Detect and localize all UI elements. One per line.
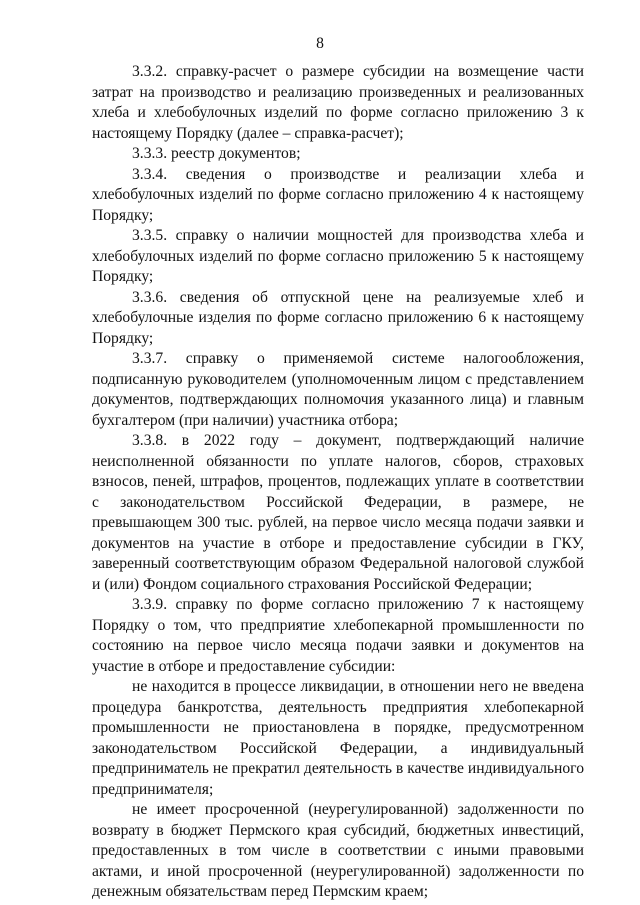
paragraph-3-3-2: 3.3.2. справку-расчет о размере субсидии на возмещение части затрат на производство и реализацию произведенных и реализованных хлеба и хлебобулочных изделий по форме согласно приложению 3 к настоящему Порядку (далее – справка-расчет);: [92, 63, 584, 142]
condition-no-overdue-debt: не имеет просроченной (неурегулированной) задолженности по возврату в бюджет Пермского края субсидий, бюджетных инвестиций, предоставленных в том числе в соответствии с иными правовыми актами, и иной просроченной (неурегулированной) задолженности по денежным обязательствам перед Пермским краем;: [92, 801, 584, 900]
paragraph-3-3-7: 3.3.7. справку о применяемой системе налогообложения, подписанную руководителем (уполномоченным лицом с представлением документов, подтверждающих полномочия указанного лица) и главным бухгалтером (при наличии) участника отбора;: [92, 350, 584, 429]
paragraph-3-3-9: 3.3.9. справку по форме согласно приложению 7 к настоящему Порядку о том, что предприятие хлебопекарной промышленности по состоянию на первое число месяца подачи заявки и документов на участие в отборе и предоставление субсидии:: [92, 596, 584, 675]
paragraph-3-3-4: 3.3.4. сведения о производстве и реализации хлеба и хлебобулочных изделий по форме согласно приложению 4 к настоящему Порядку;: [92, 165, 584, 224]
paragraph-3-3-8: 3.3.8. в 2022 году – документ, подтверждающий наличие неисполненной обязанности по уплате налогов, сборов, страховых взносов, пеней, штрафов, процентов, подлежащих уплате в соответствии с законодательством Российской Федерации, в размере, не превышающем 300 тыс. рублей, на первое число месяца подачи заявки и документов на участие в отборе и предоставление субсидии в ГКУ, заверенный соответствующим образом Федеральной налоговой службой и (или) Фондом социального страхования Российской Федерации;: [92, 432, 584, 593]
paragraph-3-3-3: 3.3.3. реестр документов;: [132, 145, 301, 162]
paragraph-3-3-6: 3.3.6. сведения об отпускной цене на реализуемые хлеб и хлебобулочные изделия по форме согласно приложению 6 к настоящему Порядку;: [92, 288, 584, 347]
document-body: [92, 62, 584, 903]
page-number: 8: [316, 35, 324, 52]
paragraph-3-3-5: 3.3.5. справку о наличии мощностей для производства хлеба и хлебобулочных изделий по форме согласно приложению 5 к настоящему Порядку;: [92, 227, 584, 285]
condition-not-in-liquidation: не находится в процессе ликвидации, в отношении него не введена процедура банкротства, деятельность предприятия хлебопекарной промышленности не приостановлена в порядке, предусмотренном законодательством Российской Федерации, а индивидуальный предприниматель не прекратил деятельность в качестве индивидуального предпринимателя;: [92, 678, 584, 798]
